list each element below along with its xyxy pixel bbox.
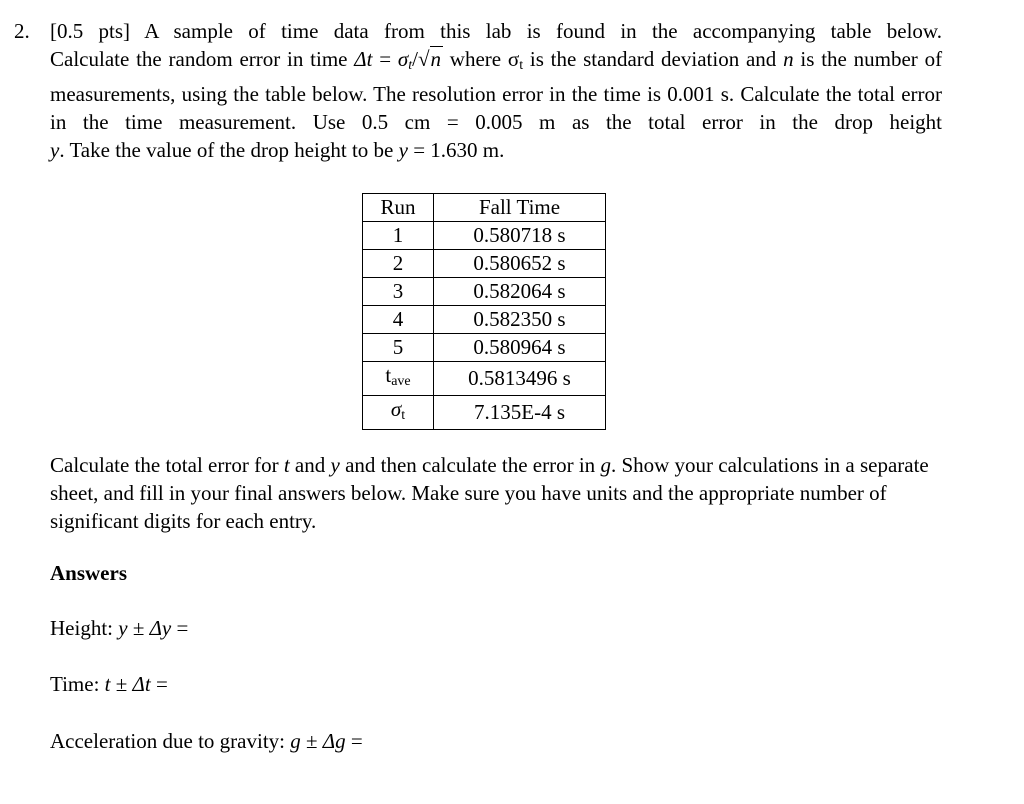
- formula-slash: /: [412, 47, 418, 71]
- answer-time: [50, 670, 168, 698]
- average-value-cell: 0.5813496 s: [434, 362, 606, 396]
- table-row: [363, 250, 606, 278]
- height-pm: ±: [127, 616, 150, 640]
- header-run: Run: [363, 194, 434, 222]
- answer-gravity: [50, 727, 363, 755]
- header-fall-time: Fall Time: [434, 194, 606, 222]
- ave-sub: ave: [391, 374, 411, 389]
- fall-time-cell: 0.580718 s: [434, 222, 606, 250]
- average-label-cell: [363, 362, 434, 396]
- table-row: [363, 222, 606, 250]
- height-eq: =: [171, 616, 189, 640]
- fall-time-cell: 0.582064 s: [434, 278, 606, 306]
- instr-t: t: [283, 453, 290, 477]
- formula-sqrt: √: [417, 47, 430, 71]
- table-header-row: [363, 194, 606, 222]
- gravity-delta: Δg: [322, 729, 346, 753]
- question-prompt: [50, 17, 942, 164]
- prompt-std-dev-text: is the standard deviation and: [529, 47, 777, 71]
- time-eq: =: [150, 672, 168, 696]
- table-row: [363, 334, 606, 362]
- run-cell: 4: [363, 306, 434, 334]
- answers-heading: Answers: [50, 561, 127, 585]
- time-var: t: [104, 672, 111, 696]
- fall-time-table: [362, 193, 606, 430]
- sigma-sub: t: [401, 408, 406, 423]
- run-cell: 3: [363, 278, 434, 306]
- instr-d: . Show your calculations in a separate sheet, and fill in your final answers below. Make sure you have units and the appropriate number of significant digits for each entry.: [50, 453, 929, 533]
- table-row: [363, 306, 606, 334]
- instr-b: and: [294, 453, 326, 477]
- fall-time-cell: 0.580964 s: [434, 334, 606, 362]
- height-var: y: [118, 616, 128, 640]
- prompt-n-var: n: [783, 47, 794, 71]
- instructions-paragraph: [50, 451, 930, 535]
- gravity-pm: ±: [300, 729, 323, 753]
- prompt-y-var: y: [50, 138, 60, 162]
- height-delta: Δy: [149, 616, 172, 640]
- prompt-body-text: is the number of measurements, using the table below. The resolution error in the time is 0.001 s. Calculate the total error in the time measurement. Use 0.5 cm = 0.005 m as the total error in the drop height: [50, 47, 943, 134]
- sigma-symbol: σ: [390, 397, 402, 421]
- fall-time-cell: 0.582350 s: [434, 306, 606, 334]
- gravity-eq: =: [345, 729, 363, 753]
- formula-sigma-sub: t: [408, 58, 413, 73]
- run-cell: 2: [363, 250, 434, 278]
- gravity-label: Acceleration due to gravity:: [50, 729, 291, 753]
- prompt-y-var-2: y: [398, 138, 408, 162]
- prompt-sigma-sub: t: [519, 58, 524, 73]
- formula-n: n: [430, 47, 441, 71]
- ave-t: t: [385, 363, 392, 387]
- formula-equals: =: [372, 47, 398, 71]
- prompt-take-value-text: . Take the value of the drop height to be: [59, 138, 394, 162]
- random-error-formula: [354, 47, 443, 71]
- table-row-sigma: [363, 396, 606, 430]
- instr-a: Calculate the total error for: [50, 453, 279, 477]
- height-label: Height:: [50, 616, 119, 640]
- run-cell: 5: [363, 334, 434, 362]
- answer-height: [50, 614, 188, 642]
- table-row-average: [363, 362, 606, 396]
- sigma-value-cell: 7.135E-4 s: [434, 396, 606, 430]
- run-cell: 1: [363, 222, 434, 250]
- formula-delta-t: Δt: [354, 47, 373, 71]
- prompt-line1: [0.5 pts] A sample of time data from this lab is found in the accompanying table below.: [50, 19, 942, 43]
- instr-y: y: [330, 453, 340, 477]
- formula-sigma: σ: [397, 47, 409, 71]
- fall-time-cell: 0.580652 s: [434, 250, 606, 278]
- prompt-random-error-text: Calculate the random error in time: [50, 47, 348, 71]
- time-delta: Δt: [132, 672, 151, 696]
- gravity-var: g: [290, 729, 301, 753]
- instr-c: and then calculate the error in: [345, 453, 596, 477]
- prompt-height-value: = 1.630 m.: [413, 138, 505, 162]
- question-number: 2.: [14, 19, 30, 43]
- time-pm: ±: [110, 672, 133, 696]
- instr-g: g: [600, 453, 611, 477]
- sigma-label-cell: [363, 396, 434, 430]
- time-label: Time:: [50, 672, 105, 696]
- prompt-where-sigma: where σ: [449, 47, 520, 71]
- table-row: [363, 278, 606, 306]
